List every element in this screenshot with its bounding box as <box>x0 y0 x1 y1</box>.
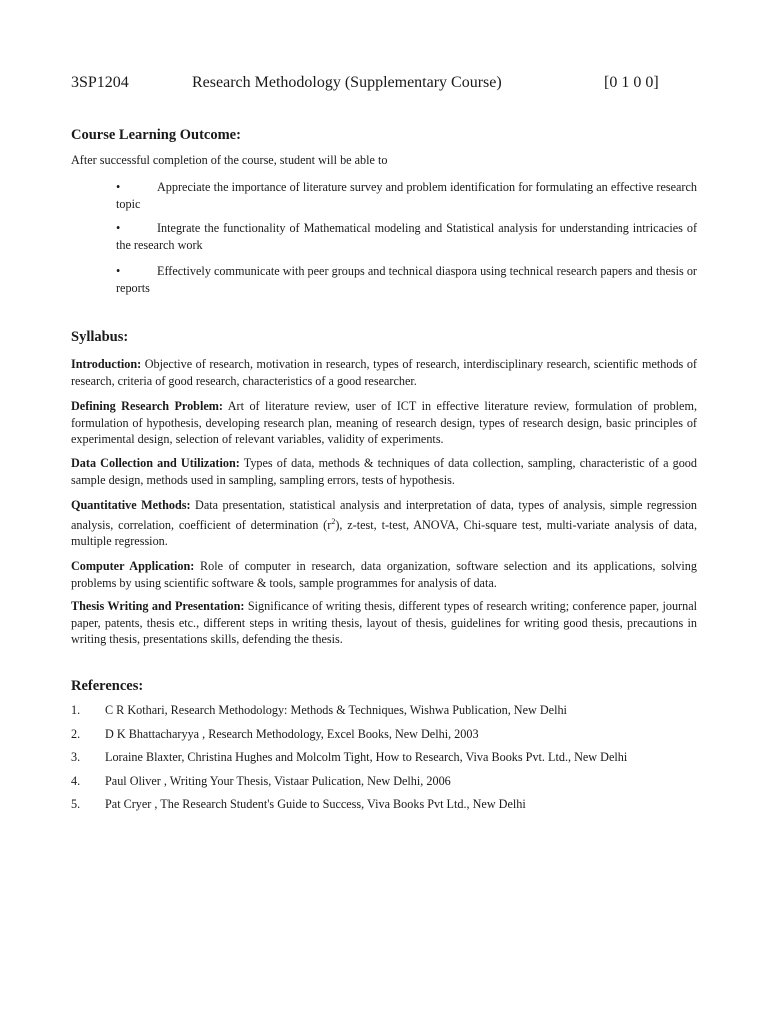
reference-number: 4. <box>71 773 81 788</box>
reference-text: Paul Oliver , Writing Your Thesis, Vistaar Pulication, New Delhi, 2006 <box>105 773 451 788</box>
topic-title: Data Collection and Utilization: <box>71 456 240 470</box>
topic-title: Thesis Writing and Presentation: <box>71 599 245 613</box>
topic-title: Introduction: <box>71 357 142 371</box>
outcome-text: Integrate the functionality of Mathematical modeling and Statistical analysis for understanding intricacies of the research work <box>116 221 697 252</box>
syllabus-topic-research-problem <box>71 398 697 448</box>
superscript: 2 <box>331 516 336 526</box>
references-list <box>71 703 711 821</box>
bullet-icon: • <box>116 180 121 194</box>
outcome-text: Effectively communicate with peer groups and technical diaspora using technical research papers and thesis or reports <box>116 264 697 295</box>
references-heading: References: <box>71 678 144 694</box>
course-code: 3SP1204 <box>71 74 129 91</box>
reference-number: 5. <box>71 797 81 811</box>
list-item <box>71 750 711 774</box>
topic-text: ), z-test, t-test, ANOVA, Chi-square test, multi-variate analysis of data, multiple regression. <box>71 517 698 549</box>
topic-text: Objective of research, motivation in research, types of research, interdisciplinary research, scientific methods of research, criteria of good research, characteristics of a good researcher. <box>71 357 697 388</box>
reference-text: Pat Cryer , The Research Student's Guide to Success, Viva Books Pvt Ltd., New Delhi <box>105 797 526 811</box>
course-header <box>71 74 671 96</box>
syllabus-topic-computer-application <box>71 558 697 591</box>
outcome-item <box>116 220 697 253</box>
syllabus-topic-thesis-writing <box>71 598 697 648</box>
syllabus-heading: Syllabus: <box>71 329 129 345</box>
syllabus-topic-quantitative-methods <box>71 497 697 550</box>
bullet-icon: • <box>116 221 121 235</box>
topic-text: Types of data, methods & techniques of data collection, sampling, characteristic of a good sample design, methods used in sampling, sampling errors, tests of hypothesis. <box>71 456 697 487</box>
topic-title: Quantitative Methods: <box>71 498 191 512</box>
reference-number: 1. <box>71 703 81 717</box>
topic-title: Computer Application: <box>71 559 195 573</box>
syllabus-topic-data-collection <box>71 455 697 488</box>
topic-text: Role of computer in research, data organization, software selection and its applications, solving problems by using scientific software & tools, sample programmes for analysis of data. <box>71 559 697 590</box>
outcomes-heading: Course Learning Outcome: <box>71 127 241 143</box>
reference-number: 2. <box>71 726 81 741</box>
list-item <box>71 703 711 727</box>
topic-text: Data presentation, statistical analysis and interpretation of data, types of analysis, simple regression analysis, correlation, coefficient of determination (r <box>71 498 697 532</box>
topic-title: Defining Research Problem: <box>71 399 223 413</box>
reference-number: 3. <box>71 750 81 764</box>
outcome-text: Appreciate the importance of literature survey and problem identification for formulating an effective research topic <box>116 180 697 211</box>
outcome-item <box>116 179 697 212</box>
topic-text: Significance of writing thesis, different types of research writing; conference paper, journal paper, patents, thesis etc., different steps in writing thesis, layout of thesis, guidelines for writing good thesis, precautions in writing thesis, presentations skills, defending the thesis. <box>71 599 697 646</box>
outcomes-intro: After successful completion of the course, student will be able to <box>71 153 388 167</box>
reference-text: Loraine Blaxter, Christina Hughes and Molcolm Tight, How to Research, Viva Books Pvt. Ltd., New Delhi <box>105 750 628 764</box>
topic-text: Art of literature review, user of ICT in effective literature review, formulation of problem, formulation of hypothesis, developing research plan, meaning of research design, types of research design, basic principles of experimental design, selection of relevant variables, validity of experiments. <box>71 399 697 446</box>
list-item <box>71 727 711 751</box>
list-item <box>71 774 711 798</box>
list-item <box>71 797 711 821</box>
course-credits: [0 1 0 0] <box>604 74 659 91</box>
reference-text: D K Bhattacharyya , Research Methodology, Excel Books, New Delhi, 2003 <box>105 726 479 741</box>
syllabus-topic-introduction <box>71 356 697 389</box>
outcome-item <box>116 263 697 296</box>
reference-text: C R Kothari, Research Methodology: Methods & Techniques, Wishwa Publication, New Delhi <box>105 703 567 717</box>
course-title: Research Methodology (Supplementary Course) <box>192 74 502 91</box>
bullet-icon: • <box>116 264 121 278</box>
